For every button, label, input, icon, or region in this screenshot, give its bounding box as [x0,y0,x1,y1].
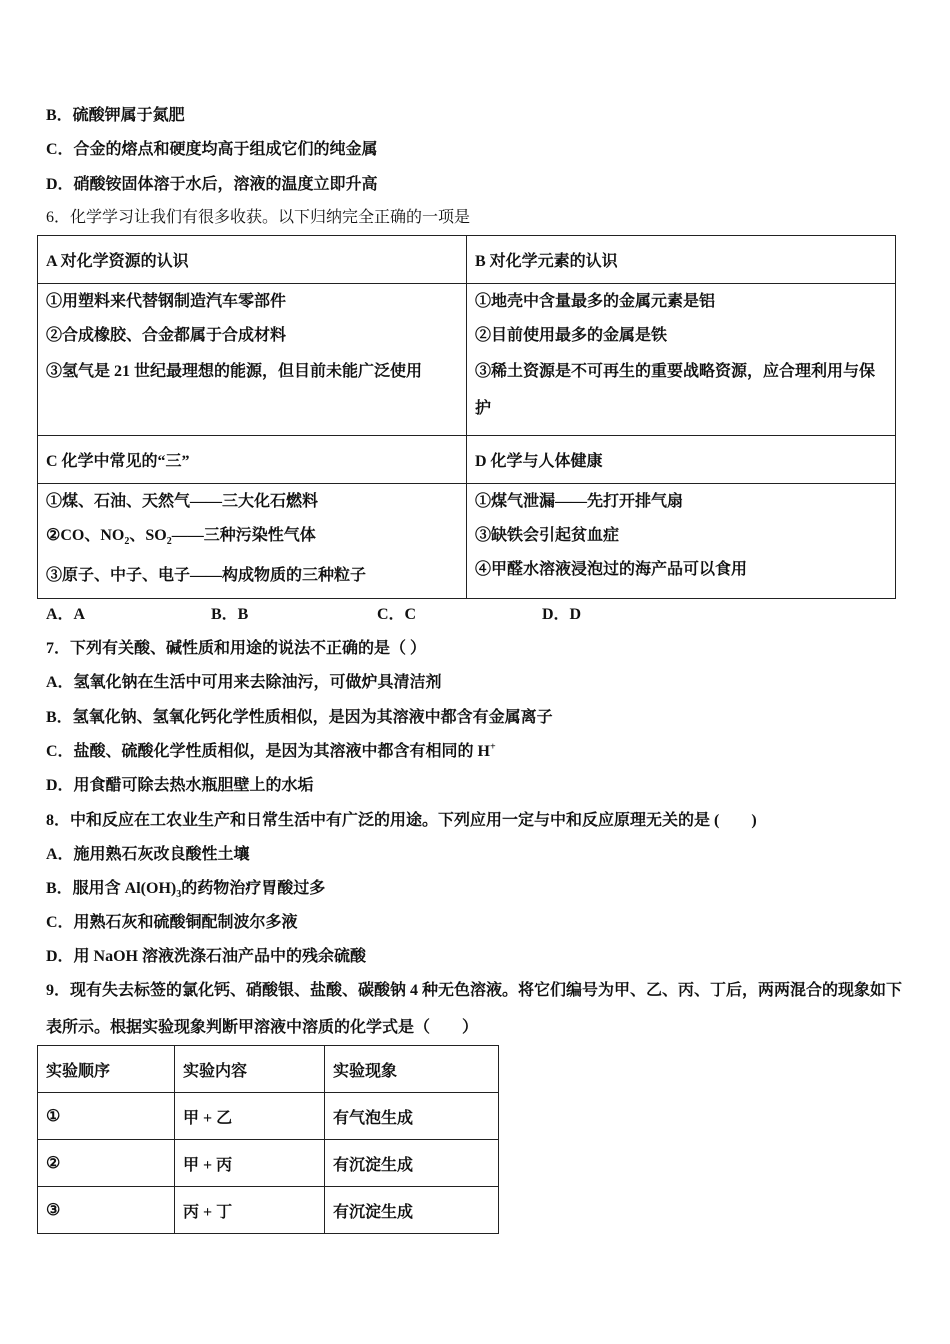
q6-table [37,235,896,599]
q9-table-header-row [38,1046,499,1093]
q6-cell-d-body [467,484,896,599]
q6-choice-c[interactable]: C．C [377,606,417,623]
q6-d-line-3: ④甲醛水溶液浸泡过的海产品可以食用 [475,561,748,578]
q9-table [37,1045,499,1234]
q9-header-result: 实验现象 [325,1046,499,1093]
q6-cell-a-body [38,284,467,436]
q6-d-line-1: ①煤气泄漏——先打开排气扇 [475,493,684,510]
q9-cell: 有气泡生成 [325,1093,499,1140]
q6-b-line-3: ③稀土资源是不可再生的重要战略资源，应合理利用与保护 [475,363,876,417]
q6-cell-b-body [467,284,896,436]
q7-option-d: D．用食醋可除去热水瓶胆壁上的水垢 [46,777,314,794]
q6-cell-d-header: D 化学与人体健康 [467,436,896,484]
q9-cell: ③ [38,1187,175,1234]
q8-option-a: A．施用熟石灰改良酸性土壤 [46,846,250,863]
q7-option-c: C．盐酸、硫酸化学性质相似，是因为其溶液中都含有相同的 H+ [46,741,496,760]
q9-cell: 有沉淀生成 [325,1187,499,1234]
q9-cell: 甲 + 乙 [175,1093,325,1140]
q9-cell: ② [38,1140,175,1187]
q6-b-line-2: ②目前使用最多的金属是铁 [475,327,668,344]
q7-stem: 7．下列有关酸、碱性质和用途的说法不正确的是（ ） [46,640,427,657]
q6-c-line-2: ②CO、$NO_2$、$SO_2——$三种污染性气体 [46,527,316,548]
q6-choice-a[interactable]: A．A [46,606,86,623]
q7-option-a: A．氢氧化钠在生活中可用来去除油污，可做炉具清洁剂 [46,674,442,691]
q8-option-d: D．用 NaOH 溶液洗涤石油产品中的残余硫酸 [46,948,367,965]
q6-cell-b-header: B 对化学元素的认识 [467,236,896,284]
q9-stem-line-1: 9．现有失去标签的氯化钙、硝酸银、盐酸、碳酸钠 4 种无色溶液。将它们编号为甲、乙、丙、丁后，两两混合的现象如下 [46,982,903,999]
q6-d-line-2: ③缺铁会引起贫血症 [475,527,620,544]
q5-option-b: B．硫酸钾属于氮肥 [46,107,185,124]
q6-a-line-2: ②合成橡胶、合金都属于合成材料 [46,327,287,344]
q7-option-b: B．氢氧化钠、氢氧化钙化学性质相似，是因为其溶液中都含有金属离子 [46,709,553,726]
q5-option-c: C．合金的熔点和硬度均高于组成它们的纯金属 [46,141,378,158]
q6-a-line-3: ③氢气是 21 世纪最理想的能源，但目前未能广泛使用 [46,363,423,380]
q5-option-d: D．硝酸铵固体溶于水后，溶液的温度立即升高 [46,176,378,193]
q9-header-order: 实验顺序 [38,1046,175,1093]
table-row [38,1140,499,1187]
q6-cell-c-header: C 化学中常见的“三” [38,436,467,484]
q8-option-c: C．用熟石灰和硫酸铜配制波尔多液 [46,914,298,931]
q6-a-line-1: ①用塑料来代替钢制造汽车零部件 [46,293,287,310]
q9-cell: 甲 + 丙 [175,1140,325,1187]
q9-cell: ① [38,1093,175,1140]
q6-choice-d[interactable]: D．D [542,606,582,623]
q6-cell-a-header: A 对化学资源的认识 [38,236,467,284]
q9-header-content: 实验内容 [175,1046,325,1093]
q9-cell: 有沉淀生成 [325,1140,499,1187]
q8-stem: 8．中和反应在工农业生产和日常生活中有广泛的用途。下列应用一定与中和反应原理无关的是 ( ) [46,812,757,829]
table-row [38,1187,499,1234]
q9-stem-line-2: 表所示。根据实验现象判断甲溶液中溶质的化学式是（ ） [46,1019,479,1036]
q9-cell: 丙 + 丁 [175,1187,325,1234]
q6-choice-b[interactable]: B．B [211,606,249,623]
q6-b-line-1: ①地壳中含量最多的金属元素是铝 [475,293,716,310]
q8-option-b: B．服用含 $Al(OH)_3$的药物治疗胃酸过多 [46,880,326,901]
q6-stem: 6．化学学习让我们有很多收获。以下归纳完全正确的一项是 [46,209,471,226]
table-row [38,1093,499,1140]
q6-cell-c-body [38,484,467,599]
q6-c-line-3: ③原子、中子、电子——构成物质的三种粒子 [46,567,367,585]
q6-c-line-1: ①煤、石油、天然气——三大化石燃料 [46,493,319,510]
